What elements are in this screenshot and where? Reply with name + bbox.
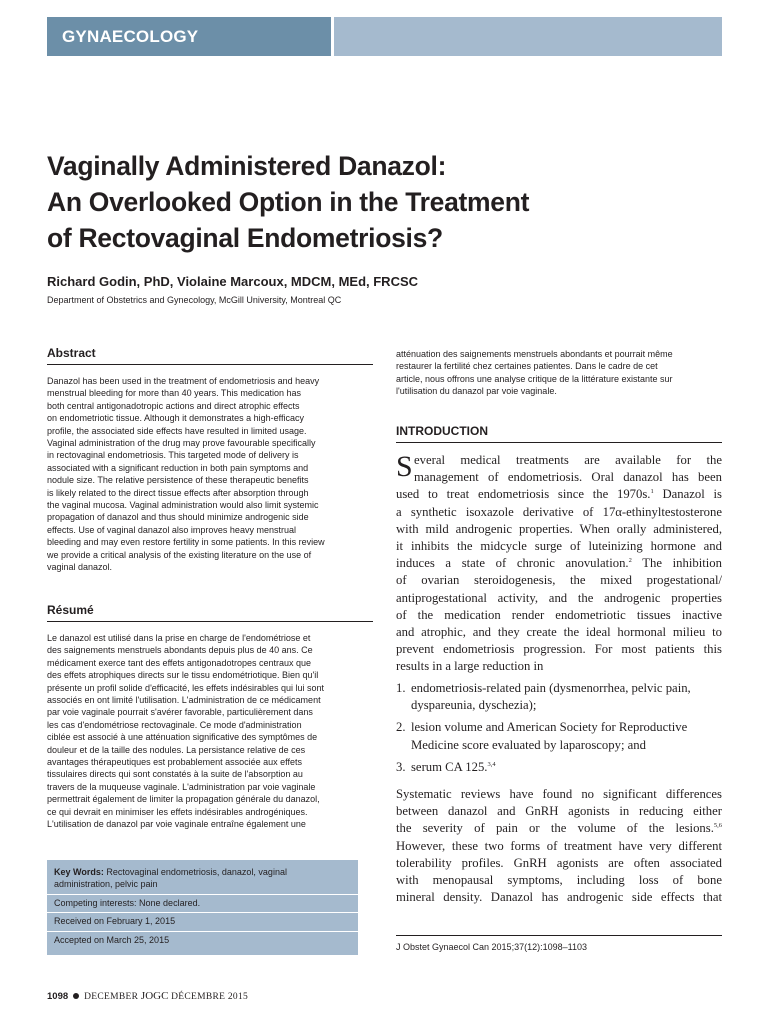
- resume-line: article, nous offrons une analyse critique de la littérature existante sur: [396, 373, 673, 384]
- body-line: [396, 504, 722, 521]
- body-text: Danazol is: [653, 487, 722, 502]
- body-text: management of endometriosis. Oral danazol has been: [414, 470, 722, 485]
- abstract-line: profile, the associated side effects have resulted in limited usage.: [47, 425, 307, 436]
- introduction-paragraph-1: [396, 452, 722, 676]
- footer-year: 2015: [227, 992, 249, 1002]
- body-text: prevent endometriosis progression. For most patients this: [396, 642, 722, 657]
- drop-cap: S: [396, 450, 413, 483]
- body-line: [396, 521, 722, 538]
- body-text: used to treat endometriosis since the 1970s.: [396, 487, 651, 502]
- abstract-line: in rectovaginal endometriosis. This targeted mode of delivery is: [47, 450, 299, 461]
- body-text: The inhibition: [631, 556, 722, 571]
- body-line: [396, 838, 722, 855]
- section-banner: [47, 17, 331, 56]
- abstract-line: nodule size. The relative persistence of these therapeutic benefits: [47, 475, 309, 486]
- resume-line: permettrait également de limiter la propagation générale du danazol,: [47, 794, 320, 805]
- body-text: of ovarian steroidogenesis, the mixed progestational/: [396, 573, 722, 588]
- authors: Richard Godin, PhD, Violaine Marcoux, MDCM, MEd, FRCSC: [47, 274, 419, 289]
- abstract-line: bleeding and may even restore fertility in some patients. In this review: [47, 537, 325, 548]
- resume-line: l'utilisation du danazol par voie vaginale.: [396, 386, 557, 397]
- resume-line: présente un profil solide d'efficacité, les effets indésirables qui lui sont: [47, 682, 325, 693]
- abstract-line: effects. Use of vaginal danazol also improves heavy menstrual: [47, 524, 296, 535]
- body-line: [396, 889, 722, 906]
- body-text: tolerability profiles. GnRH agonists are often associated: [396, 855, 722, 870]
- body-line: [396, 572, 722, 589]
- resume-line: les cas d'endométriose rectovaginale. Ce mode d'administration: [47, 719, 302, 730]
- body-text: between danazol and GnRH agonists in reducing either: [396, 804, 722, 819]
- reference-number: 2: [628, 556, 632, 564]
- reference-number: 5,6: [713, 822, 722, 830]
- body-line: [396, 452, 722, 469]
- abstract-line: on endometriotic tissue. Although it demonstrates a high-efficacy: [47, 413, 304, 424]
- abstract-heading: Abstract: [47, 346, 373, 365]
- abstract-line: associated with a significant reduction in both pain symptoms and: [47, 462, 309, 473]
- title-line: Vaginally Administered Danazol:: [47, 151, 447, 181]
- introduction-paragraph-2: [396, 786, 722, 906]
- article-title: [47, 148, 687, 256]
- competing-interests: Competing interests: None declared.: [54, 897, 201, 908]
- body-line: [396, 486, 722, 503]
- body-text: it inhibits the midcycle surge of luteinizing hormone and: [396, 539, 722, 554]
- resume-line: des effets atrophiques directs sur le tissu endométriotique. Bien qu'il: [47, 670, 319, 681]
- abstract-line: Danazol has been used in the treatment of endometriosis and heavy: [47, 376, 320, 386]
- body-text: with menopausal symptoms, including loss of bone: [396, 873, 722, 888]
- bullet-icon: [73, 993, 79, 999]
- body-text: results in a large reduction in: [396, 659, 544, 674]
- footer-month-fr: DÉCEMBRE: [171, 992, 226, 1002]
- body-line: [396, 658, 722, 675]
- abstract-line: Vaginal administration of the drug may prove favourable specifically: [47, 438, 316, 449]
- banner-bar: [334, 17, 722, 56]
- list-item: endometriosis-related pain (dysmenorrhea, pelvic pain,: [411, 681, 691, 695]
- accepted-date: Accepted on March 25, 2015: [54, 934, 170, 945]
- abstract-line: the vaginal mucosa. Vaginal administration would also limit systemic: [47, 500, 319, 511]
- body-line: [396, 538, 722, 555]
- footer-journal: JOGC: [140, 990, 169, 1002]
- keywords-line: Key Words: Rectovaginal endometriosis, danazol, vaginal: [54, 867, 287, 877]
- list-item: [411, 759, 496, 776]
- body-line: [396, 641, 722, 658]
- resume-line: médicament exerce tant des effets antigonadotropes centraux que: [47, 657, 312, 668]
- abstract-line: we provide a critical analysis of the existing literature on the use of: [47, 549, 312, 560]
- body-text: the severity of pain or the volume of the lesions.: [396, 821, 714, 836]
- body-line: [396, 607, 722, 624]
- citation-rule: [396, 935, 722, 936]
- list-item: Medicine score evaluated by laparoscopy; and: [411, 737, 646, 752]
- abstract-line: menstrual bleeding for more than 40 years. This medication has: [47, 388, 301, 399]
- list-number: 1.: [396, 681, 406, 695]
- body-text: a synthetic isoxazole derivative of 17α-ethinyltestosterone: [396, 504, 722, 519]
- list-item: lesion volume and American Society for Reproductive: [411, 720, 688, 735]
- body-text: everal medical treatments are available for the: [414, 453, 722, 467]
- resume-body: [47, 632, 324, 831]
- body-text: and atrophic, and they create the ideal hormonal milieu to: [396, 625, 722, 640]
- body-text: with mild androgenic properties. When orally administered,: [396, 521, 722, 536]
- resume-line: travers de la muqueuse vaginale. L'administration par voie vaginale: [47, 781, 316, 792]
- resume-line: Le danazol est utilisé dans la prise en charge de l'endométriose et: [47, 633, 311, 643]
- title-line: An Overlooked Option in the Treatment: [47, 187, 530, 217]
- body-text: antiprogestational activity, and the androgenic properties: [396, 590, 722, 605]
- resume-line: tissulaires directs qui sont constatés à la suite de l'absorption au: [47, 769, 303, 780]
- resume-continuation: [396, 348, 673, 398]
- body-line: [396, 590, 722, 607]
- list-item-text: serum CA 125.: [411, 759, 488, 774]
- list-number: 2.: [396, 720, 406, 735]
- resume-line: avantages thérapeutiques est probablement associée aux effets: [47, 757, 303, 768]
- body-line: [396, 624, 722, 641]
- resume-line: restaurer la fertilité chez certaines patientes. Dans le cadre de cet: [396, 361, 658, 372]
- resume-line: douleur et de la taille des nodules. La persistance relative de ces: [47, 744, 306, 755]
- page-number: 1098: [47, 991, 69, 1002]
- resume-line: par voie vaginale pourrait s'avérer favorable, particulièrement dans: [47, 707, 313, 718]
- introduction-heading: INTRODUCTION: [396, 424, 722, 443]
- reference-number: 3,4: [487, 760, 496, 768]
- body-text: However, these two forms of treatment have very different: [396, 838, 722, 853]
- resume-line: ce qui devrait en minimiser les effets indésirables androgéniques.: [47, 806, 308, 817]
- list-item: dyspareunia, dyschezia);: [411, 698, 537, 713]
- abstract-body: [47, 375, 325, 574]
- resume-line: associés en ont limité l'utilisation. L'administration de ce médicament: [47, 695, 321, 706]
- body-text: induces a state of chronic anovulation.: [396, 556, 629, 571]
- reference-number: 1: [650, 488, 654, 496]
- body-line: [396, 803, 722, 820]
- body-line: [396, 872, 722, 889]
- received-date: Received on February 1, 2015: [54, 916, 176, 927]
- title-line: of Rectovaginal Endometriosis?: [47, 223, 443, 253]
- body-line: [396, 820, 722, 837]
- body-line: [396, 469, 722, 486]
- resume-line: des saignements menstruels abondants depuis plus de 40 ans. Ce: [47, 645, 313, 656]
- body-text: mineral density. Danazol has androgenic side effects that: [396, 890, 722, 905]
- page-footer: [47, 990, 248, 1002]
- body-text: of the medication render endometriotic tissues inactive: [396, 607, 722, 622]
- abstract-line: vaginal danazol.: [47, 562, 113, 573]
- abstract-line: propagation of danazol and thus should minimize androgenic side: [47, 512, 309, 523]
- body-text: Systematic reviews have found no significant differences: [396, 787, 722, 801]
- footer-month-en: DECEMBER: [84, 992, 139, 1002]
- abstract-line: both central antigonadotropic actions and direct atrophic effects: [47, 400, 300, 411]
- citation: J Obstet Gynaecol Can 2015;37(12):1098–1103: [396, 942, 587, 952]
- list-number: 3.: [396, 759, 406, 774]
- body-line: [396, 786, 722, 803]
- resume-line: ciblée est associé à une atténuation significative des symptômes de: [47, 732, 318, 743]
- section-label: GYNAECOLOGY: [62, 27, 199, 46]
- resume-heading: Résumé: [47, 603, 373, 622]
- keywords-box: [47, 860, 358, 955]
- abstract-line: is likely related to the direct tissue effects after absorption through: [47, 487, 309, 498]
- resume-line: L'utilisation de danazol par voie vaginale entraîne également une: [47, 819, 306, 830]
- keywords-line: administration, pelvic pain: [54, 879, 158, 890]
- affiliation: Department of Obstetrics and Gynecology, McGill University, Montreal QC: [47, 295, 342, 305]
- body-line: [396, 555, 722, 572]
- resume-line: atténuation des saignements menstruels abondants et pourrait même: [396, 349, 673, 359]
- body-line: [396, 855, 722, 872]
